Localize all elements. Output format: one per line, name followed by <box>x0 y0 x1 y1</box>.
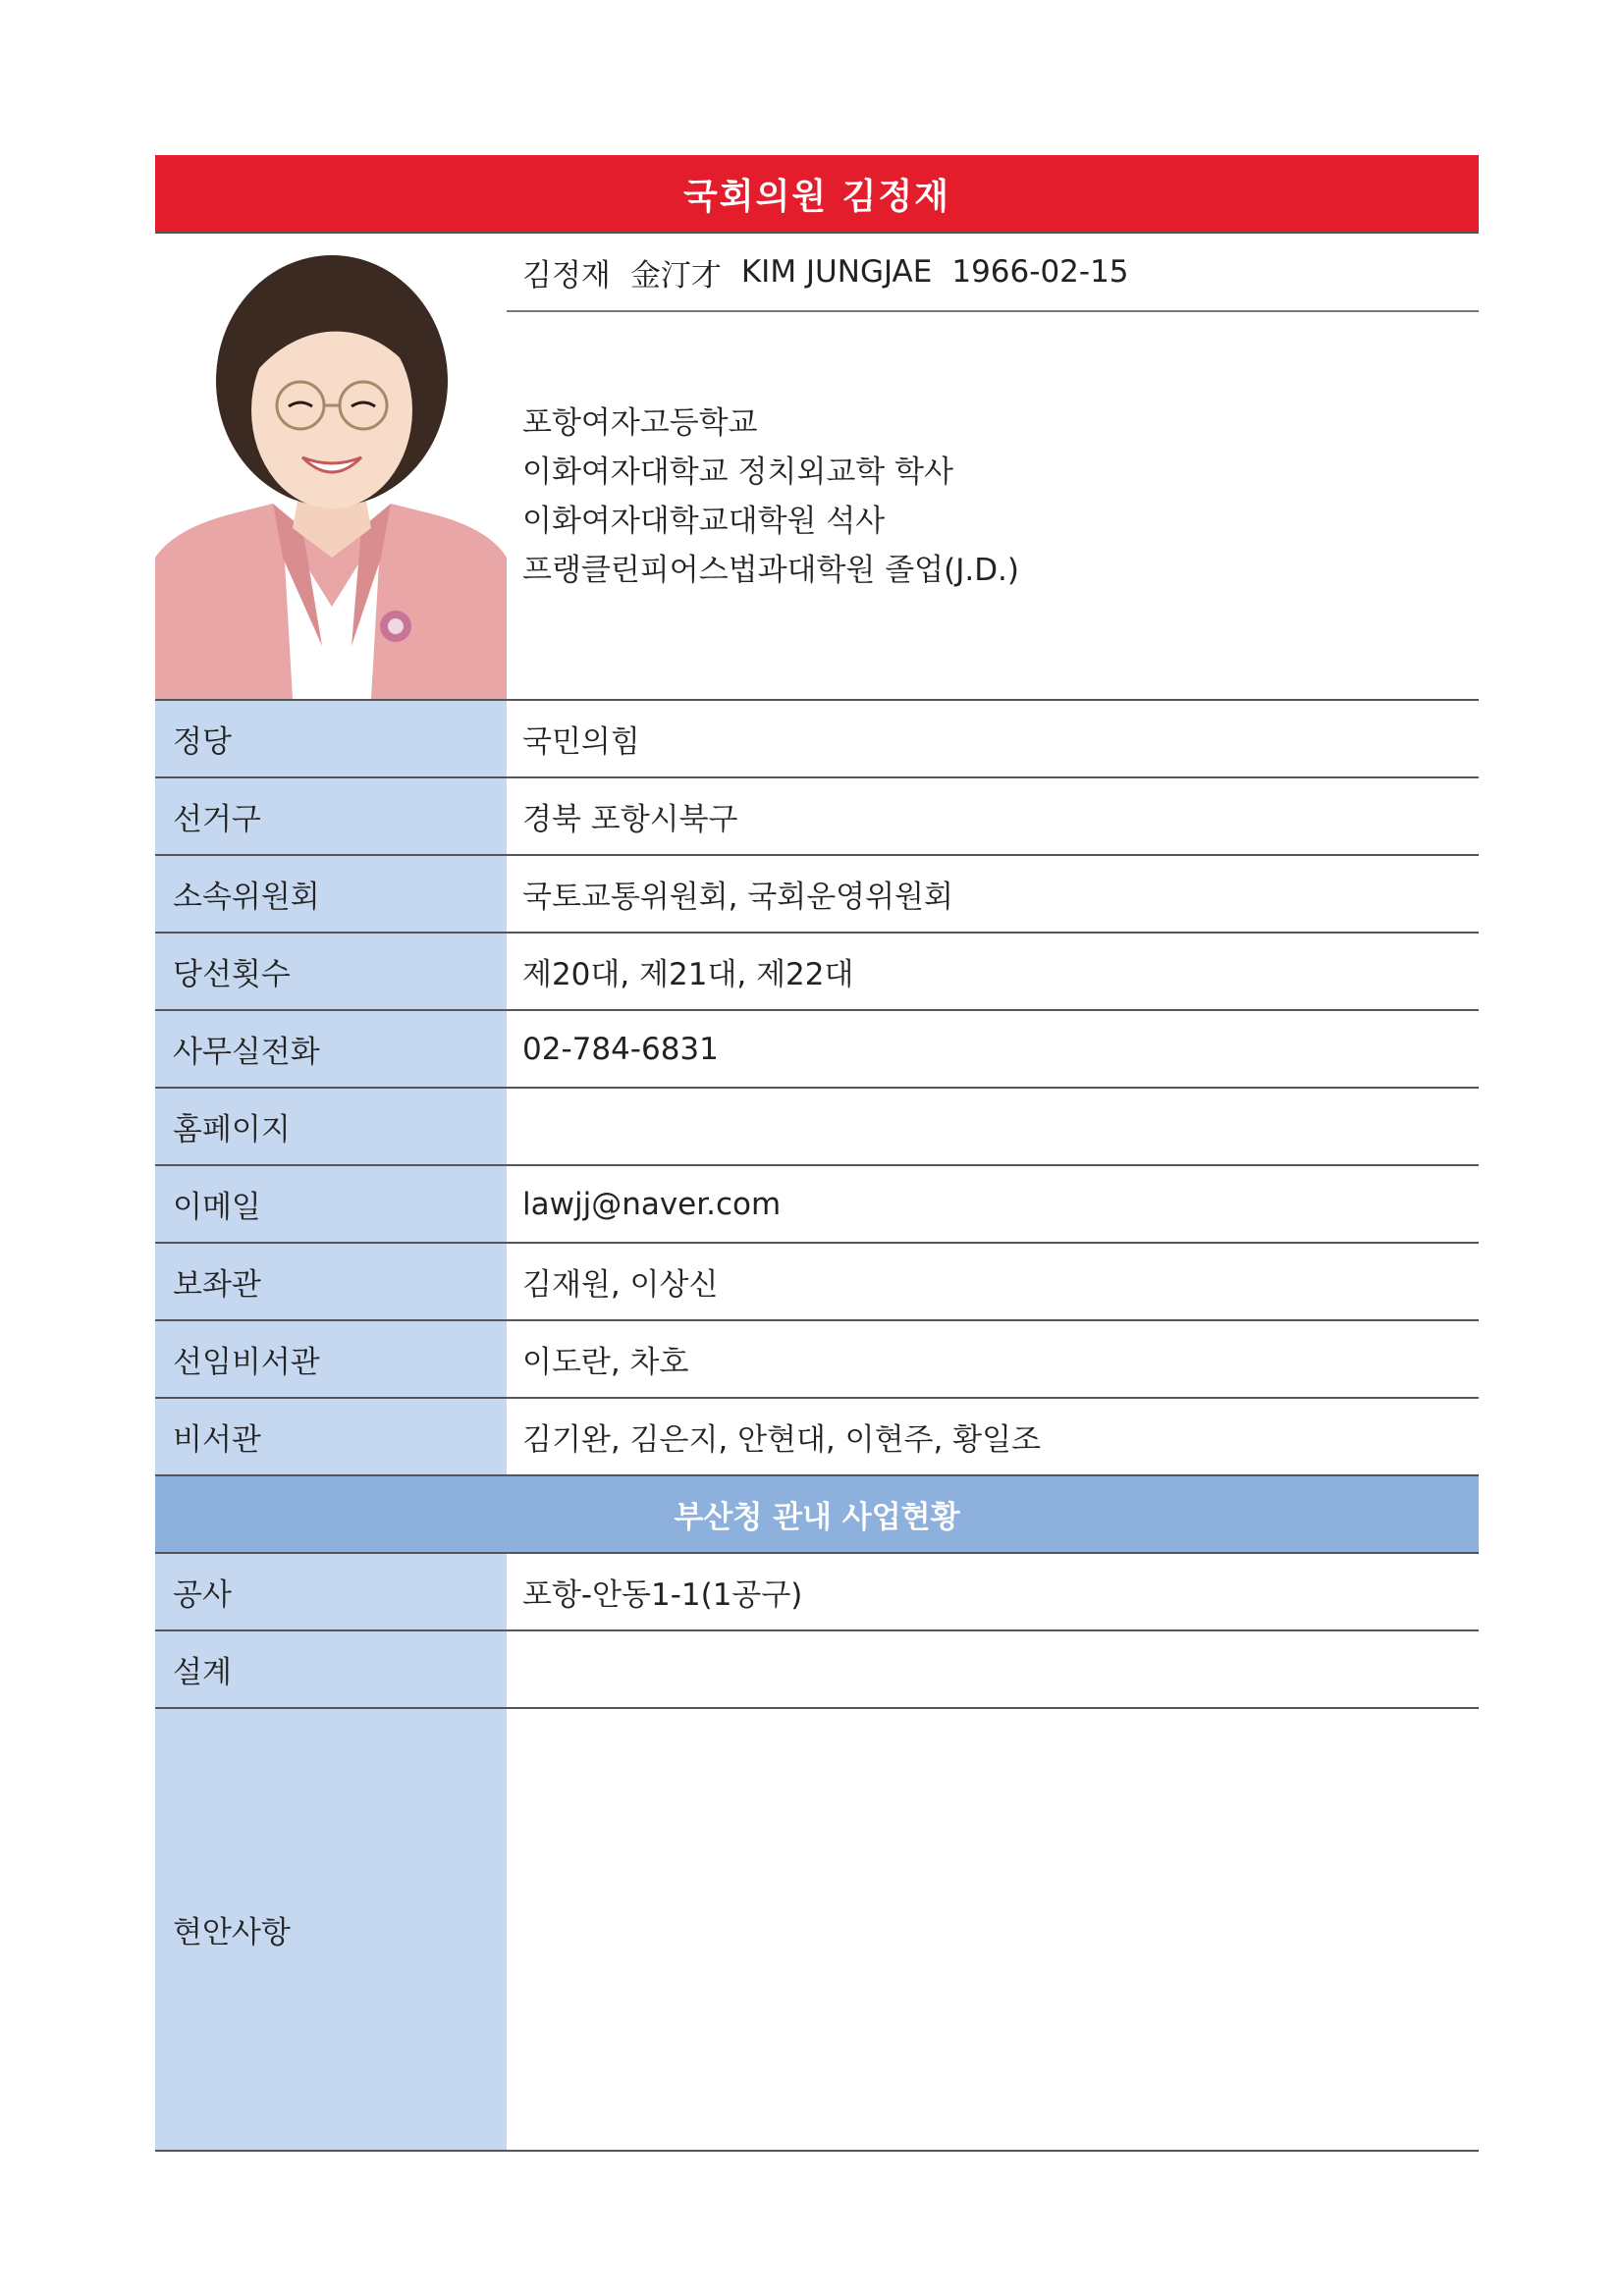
birth-date: 1966-02-15 <box>951 254 1129 290</box>
row-value <box>507 1089 1479 1164</box>
row-label: 선거구 <box>155 778 507 854</box>
row-aides <box>155 1244 1479 1321</box>
row-label: 당선횟수 <box>155 934 507 1009</box>
row-secretaries <box>155 1399 1479 1476</box>
row-terms <box>155 934 1479 1011</box>
row-value: 국토교통위원회, 국회운영위원회 <box>522 880 953 915</box>
row-label: 소속위원회 <box>155 856 507 932</box>
name-line <box>507 234 1479 312</box>
row-homepage <box>155 1089 1479 1166</box>
row-value: 국민의힘 <box>522 724 640 760</box>
education-item: 포항여자고등학교 <box>522 405 758 441</box>
row-value <box>507 1631 1479 1707</box>
row-value: 포항-안동1-1(1공구) <box>522 1577 803 1613</box>
row-label: 선임비서관 <box>155 1321 507 1397</box>
row-label: 보좌관 <box>155 1244 507 1319</box>
row-phone <box>155 1011 1479 1089</box>
education-item: 이화여자대학교대학원 석사 <box>522 504 886 539</box>
row-value: 제20대, 제21대, 제22대 <box>522 957 854 992</box>
row-senior-secretaries <box>155 1321 1479 1399</box>
portrait-photo <box>155 234 507 699</box>
row-value: lawjj@naver.com <box>522 1186 782 1222</box>
row-label: 비서관 <box>155 1399 507 1474</box>
name-english: KIM JUNGJAE <box>740 254 933 290</box>
row-value: 김기완, 김은지, 안현대, 이현주, 황일조 <box>522 1422 1042 1458</box>
row-district <box>155 778 1479 856</box>
row-value: 김재원, 이상신 <box>522 1267 719 1303</box>
row-issues <box>155 1709 1479 2152</box>
page-title: 국회의원 김정재 <box>155 155 1479 234</box>
row-label: 공사 <box>155 1554 507 1629</box>
row-value <box>507 1709 1479 2150</box>
profile-sheet <box>155 155 1479 2152</box>
education-item: 프랭클린피어스법과대학원 졸업(J.D.) <box>522 553 1020 588</box>
profile-block <box>155 234 1479 701</box>
row-label: 이메일 <box>155 1166 507 1242</box>
education-item: 이화여자대학교 정치외교학 학사 <box>522 454 953 490</box>
row-email <box>155 1166 1479 1244</box>
row-value: 이도란, 차호 <box>522 1345 689 1380</box>
row-value: 02-784-6831 <box>522 1031 719 1067</box>
row-construction <box>155 1554 1479 1631</box>
row-label: 사무실전화 <box>155 1011 507 1087</box>
row-party <box>155 701 1479 778</box>
row-value: 경북 포항시북구 <box>522 802 738 837</box>
name-korean: 김정재 <box>522 257 611 294</box>
row-label: 홈페이지 <box>155 1089 507 1164</box>
row-label: 설계 <box>155 1631 507 1707</box>
row-design <box>155 1631 1479 1709</box>
row-label: 현안사항 <box>155 1709 507 2150</box>
name-hanja: 金汀才 <box>629 257 722 294</box>
education-list <box>522 399 1019 595</box>
row-label: 정당 <box>155 701 507 776</box>
section-title: 부산청 관내 사업현황 <box>155 1476 1479 1554</box>
row-committee <box>155 856 1479 934</box>
portrait-illustration <box>155 234 507 699</box>
